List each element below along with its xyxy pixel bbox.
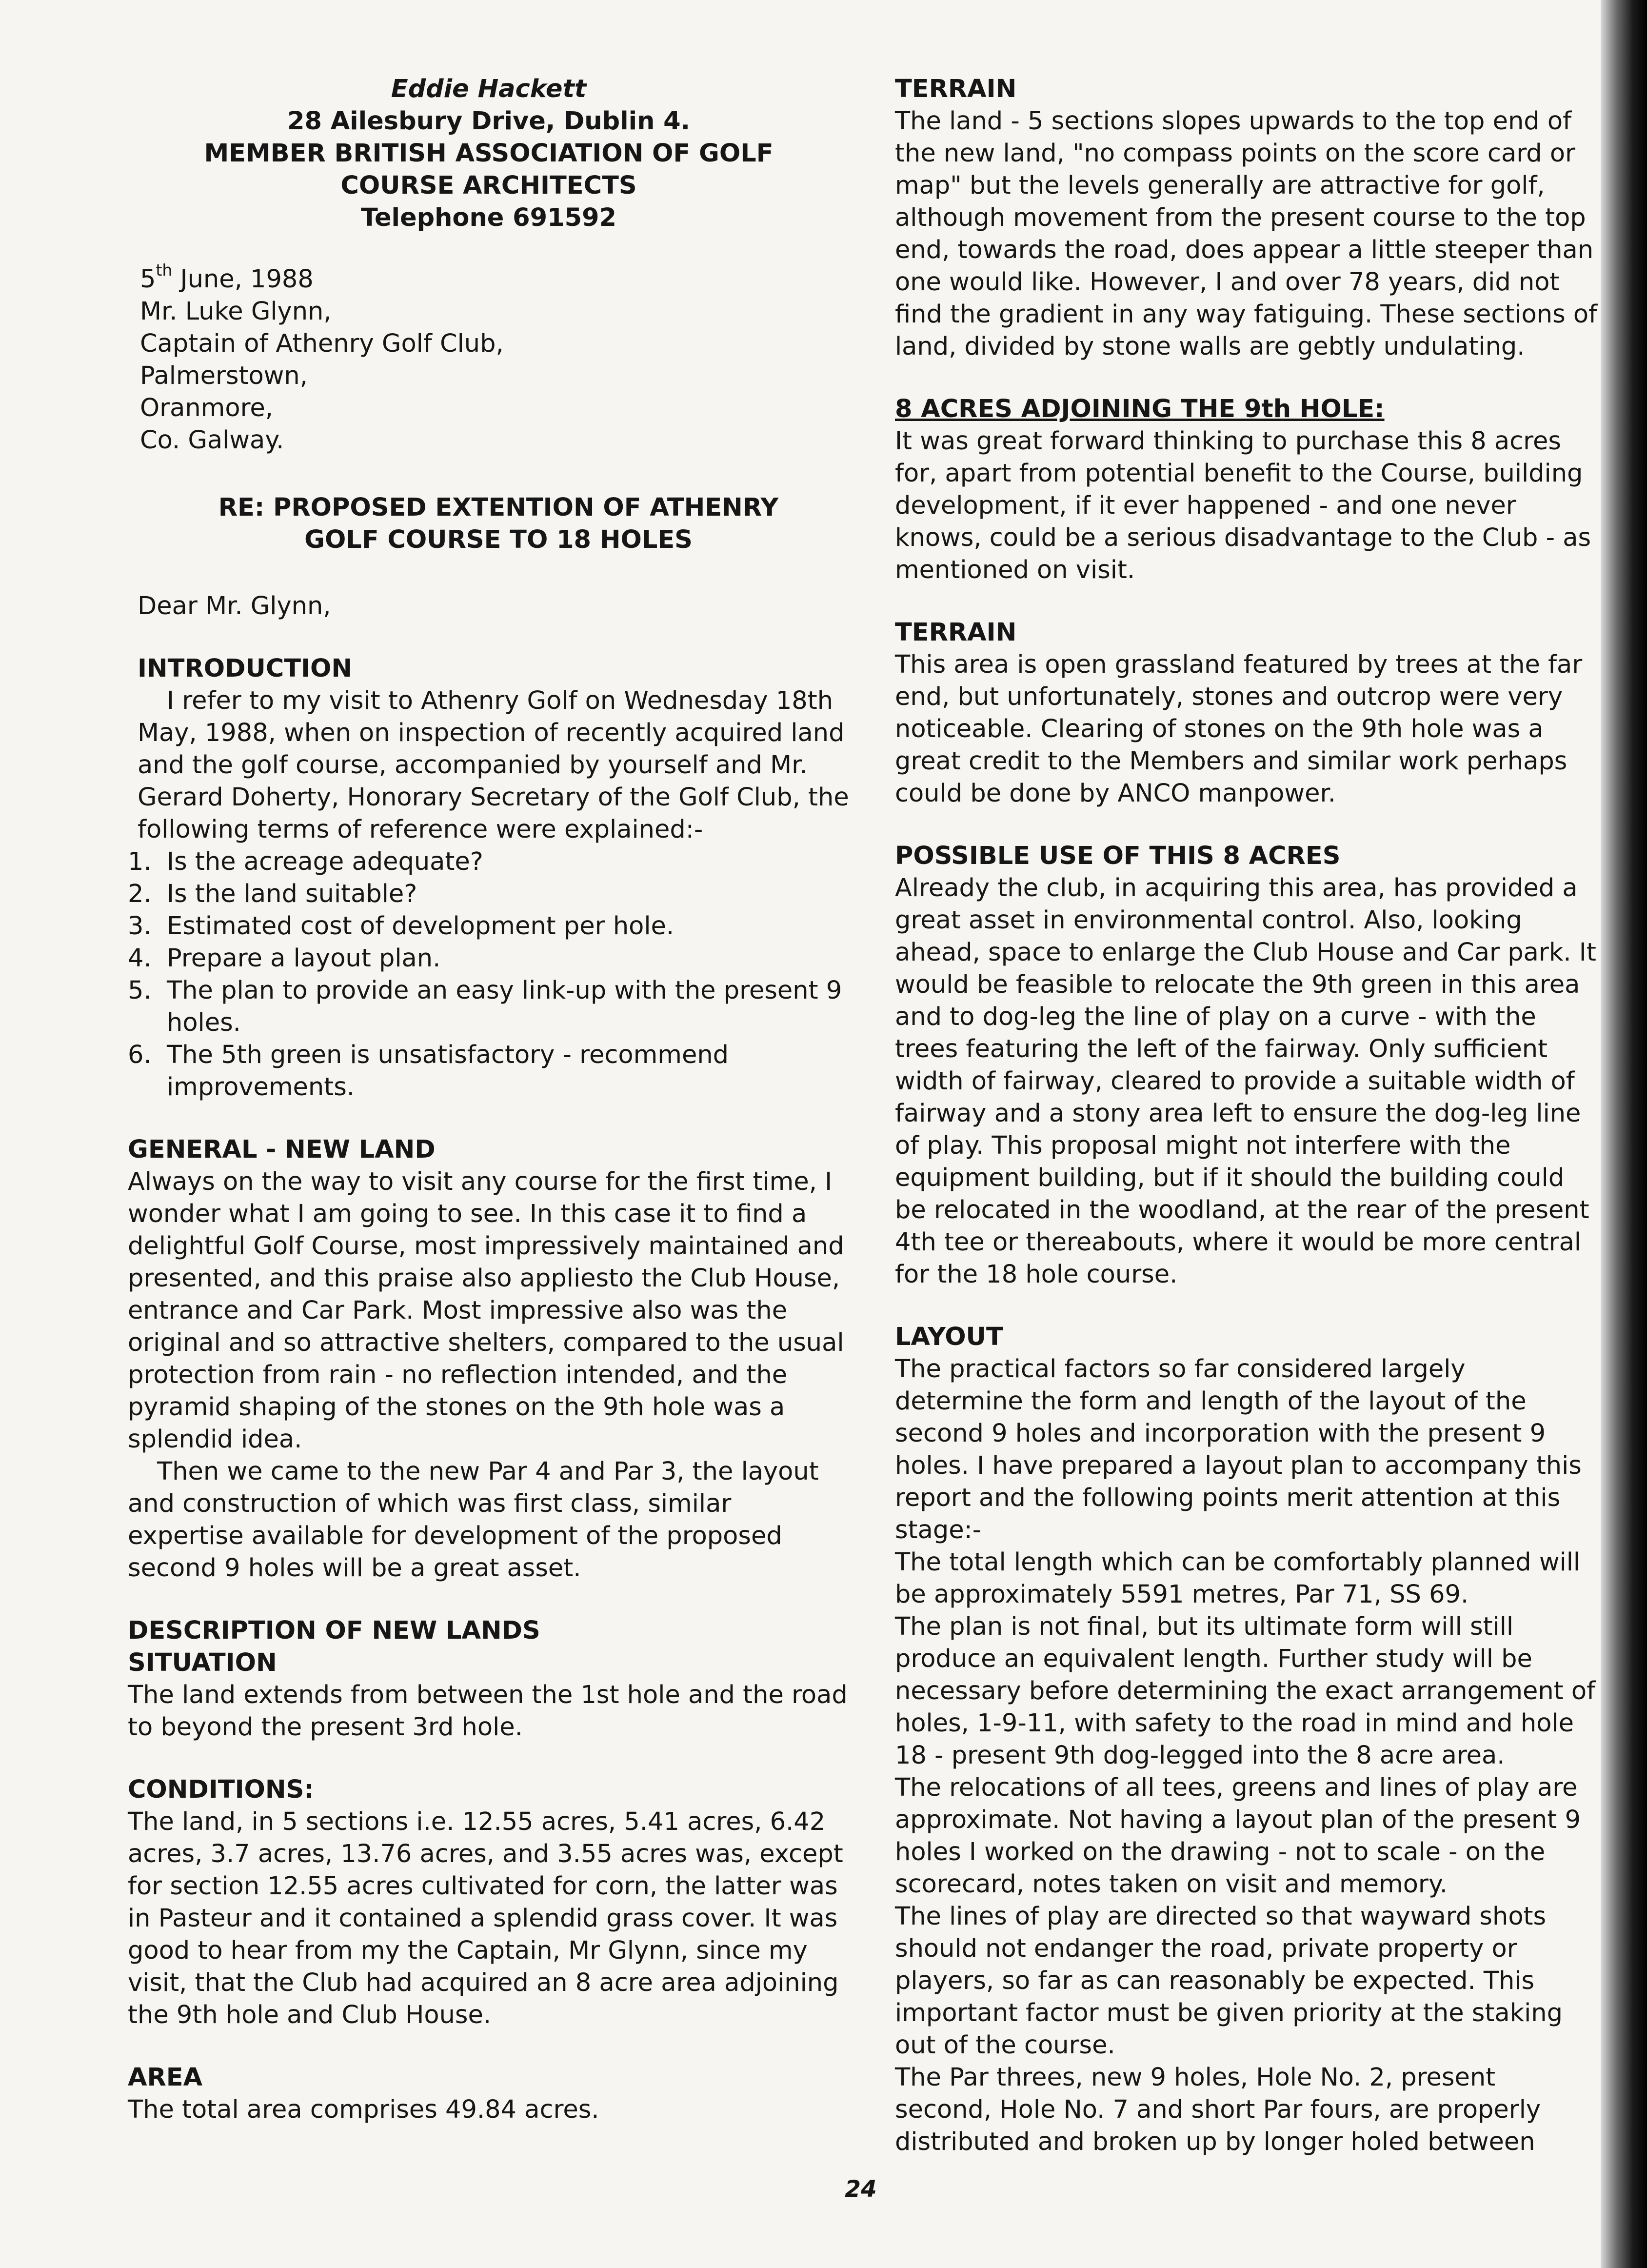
eight-acres-text: It was great forward thinking to purchase this 8 acres for, apart from potential benefit to the Course, building development, if it ever happened - and one never knows, could be a serious disadvantage to the Club - as mentioned on visit. <box>895 427 1591 584</box>
description-section <box>128 1615 850 1744</box>
conditions-heading: CONDITIONS: <box>128 1775 314 1804</box>
date-day: 5 <box>140 265 156 294</box>
introduction-text: I refer to my visit to Athenry Golf on Wednesday 18th May, 1988, when on inspection of recently acquired land and the golf course, accompanied by yourself and Mr. Gerard Doherty, Honorary Secretary of the Golf Club, the following terms of reference were explained:- <box>138 686 849 844</box>
layout-section <box>895 1321 1597 2158</box>
item-text: Estimated cost of development per hole. <box>167 912 675 941</box>
item-text: Is the acreage adequate? <box>167 847 483 876</box>
layout-paragraph: The Par threes, new 9 holes, Hole No. 2, present second, Hole No. 7 and short Par fours, are properly distributed and broken up by longer holed between <box>895 2063 1541 2156</box>
possible-use-heading: POSSIBLE USE OF THIS 8 ACRES <box>895 842 1341 870</box>
left-column <box>128 73 850 2126</box>
area-heading: AREA <box>128 2063 203 2092</box>
area-section <box>128 2062 850 2126</box>
general-section <box>128 1134 850 1585</box>
item-number: 3. <box>128 912 152 941</box>
terrain-heading: TERRAIN <box>895 75 1017 103</box>
item-text: Is the land suitable? <box>167 880 417 908</box>
date-rest: June, 1988 <box>172 265 314 294</box>
item-number: 6. <box>128 1041 152 1069</box>
author-membership: MEMBER BRITISH ASSOCIATION OF GOLF COURSE ARCHITECTS <box>204 139 774 200</box>
recipient-line: Mr. Luke Glynn, <box>140 297 332 326</box>
conditions-section <box>128 1774 850 2031</box>
item-text: The 5th green is unsatisfactory - recommend improvements. <box>167 1041 729 1102</box>
eight-acres-heading: 8 ACRES ADJOINING THE 9th HOLE: <box>895 395 1385 423</box>
situation-heading: SITUATION <box>128 1648 277 1677</box>
general-paragraph: Then we came to the new Par 4 and Par 3, the layout and construction of which was first class, similar expertise available for development of the proposed second 9 holes will be a great asset. <box>128 1457 819 1583</box>
list-item <box>128 943 850 975</box>
list-item <box>128 846 850 878</box>
list-item <box>128 975 850 1039</box>
item-text: The plan to provide an easy link-up with the present 9 holes. <box>167 976 842 1037</box>
terrain-text: The land - 5 sections slopes upwards to the top end of the new land, "no compass points on the score card or map" but the levels generally are attractive for golf, although movement from the present course to the top end, towards the road, does appear a little steeper than one would like. However, I and over 78 years, did not find the gradient in any way fatiguing. These sections of land, divided by stone walls are gebtly undulating. <box>895 107 1598 361</box>
salutation: Dear Mr. Glynn, <box>138 592 331 621</box>
subject-line <box>128 492 850 556</box>
terrain-text: This area is open grassland featured by trees at the far end, but unfortunately, stones and outcrop were very noticeable. Clearing of stones on the 9th hole was a great credit to the Members and similar work perhaps could be done by ANCO manpower. <box>895 650 1583 808</box>
list-item <box>128 1039 850 1104</box>
terrain-section <box>895 73 1597 363</box>
item-text: Prepare a layout plan. <box>167 944 441 973</box>
item-number: 5. <box>128 976 152 1005</box>
possible-use-text: Already the club, in acquiring this area, has provided a great asset in environmental control. Also, looking ahead, space to enlarge the Club House and Car park. It would be feasible to relocate the 9th green in this area and to dog-leg the line of play on a curve - with the trees featuring the left of the fairway. Only sufficient width of fairway, cleared to provide a suitable width of fairway and a stony area left to ensure the dog-leg line of play. This proposal might not interfere with the equipment building, but if it should the building could be relocated in the woodland, at the rear of the present 4th tee or thereabouts, where it would be more central for the 18 hole course. <box>895 874 1596 1289</box>
layout-heading: LAYOUT <box>895 1323 1003 1351</box>
eight-acres-section <box>895 393 1597 586</box>
area-text: The total area comprises 49.84 acres. <box>128 2095 599 2124</box>
terrain-heading: TERRAIN <box>895 618 1017 647</box>
layout-paragraph: The total length which can be comfortably planned will be approximately 5591 metres, Par 71, SS 69. <box>895 1548 1581 1609</box>
description-heading: DESCRIPTION OF NEW LANDS <box>128 1616 540 1645</box>
introduction-heading: INTRODUCTION <box>138 654 353 683</box>
list-item <box>128 910 850 943</box>
general-heading: GENERAL - NEW LAND <box>128 1135 436 1164</box>
author-name: Eddie Hackett <box>391 75 587 103</box>
possible-use-section <box>895 840 1597 1291</box>
recipient-block <box>140 263 850 457</box>
layout-paragraph: The plan is not final, but its ultimate form will still produce an equivalent length. Further study will be necessary before determining the exact arrangement of holes, 1-9-11, with safety to the road in mind and hole 18 - present 9th dog-legged into the 8 acre area. <box>895 1612 1596 1770</box>
layout-paragraph: The relocations of all tees, greens and lines of play are approximate. Not having a layout plan of the present 9 holes I worked on the drawing - not to scale - on the scorecard, notes taken on visit and memory. <box>895 1773 1581 1899</box>
general-paragraph: Always on the way to visit any course for the first time, I wonder what I am going to see. In this case it to find a delightful Golf Course, most impressively maintained and presented, and this praise also appliesto the Club House, entrance and Car Park. Most impressive also was the original and so attractive shelters, compared to the usual protection from rain - no reflection intended, and the pyramid shaping of the stones on the 9th hole was a splendid idea. <box>128 1167 844 1454</box>
date-suffix: th <box>156 261 173 280</box>
layout-paragraph: The lines of play are directed so that wayward shots should not endanger the road, private property or players, so far as can reasonably be expected. This important factor must be given priority at the staking out of the course. <box>895 1902 1563 2060</box>
letterhead <box>128 73 850 234</box>
letter-date <box>140 263 850 296</box>
author-telephone: Telephone 691592 <box>360 203 617 232</box>
recipient-line: Captain of Athenry Golf Club, <box>140 329 504 358</box>
conditions-text: The land, in 5 sections i.e. 12.55 acres, 5.41 acres, 6.42 acres, 3.7 acres, 13.76 acres, and 3.55 acres was, except for section 12.55 acres cultivated for corn, the latter was in Pasteur and it contained a splendid grass cover. It was good to hear from my the Captain, Mr Glynn, since my visit, that the Club had acquired an 8 acre area adjoining the 9th hole and Club House. <box>128 1807 843 2029</box>
scan-edge-shadow <box>1601 0 1647 2268</box>
author-address: 28 Ailesbury Drive, Dublin 4. <box>287 107 691 136</box>
item-number: 4. <box>128 944 152 973</box>
page-number: 24 <box>845 2176 877 2203</box>
subject-text: RE: PROPOSED EXTENTION OF ATHENRY GOLF COURSE TO 18 HOLES <box>218 493 779 554</box>
recipient-line: Co. Galway. <box>140 426 284 455</box>
item-number: 1. <box>128 847 152 876</box>
recipient-line: Palmerstown, <box>140 361 308 390</box>
introduction-section <box>128 653 850 1104</box>
situation-text: The land extends from between the 1st hole and the road to beyond the present 3rd hole. <box>128 1681 848 1742</box>
list-item <box>128 878 850 910</box>
terrain-section <box>895 617 1597 810</box>
recipient-line: Oranmore, <box>140 394 274 422</box>
item-number: 2. <box>128 880 152 908</box>
right-column <box>895 73 1597 2158</box>
terms-list <box>128 846 850 1104</box>
layout-paragraph: The practical factors so far considered largely determine the form and length of the layout of the second 9 holes and incorporation with the present 9 holes. I have prepared a layout plan to accompany this report and the following points merit attention at this stage:- <box>895 1355 1582 1545</box>
